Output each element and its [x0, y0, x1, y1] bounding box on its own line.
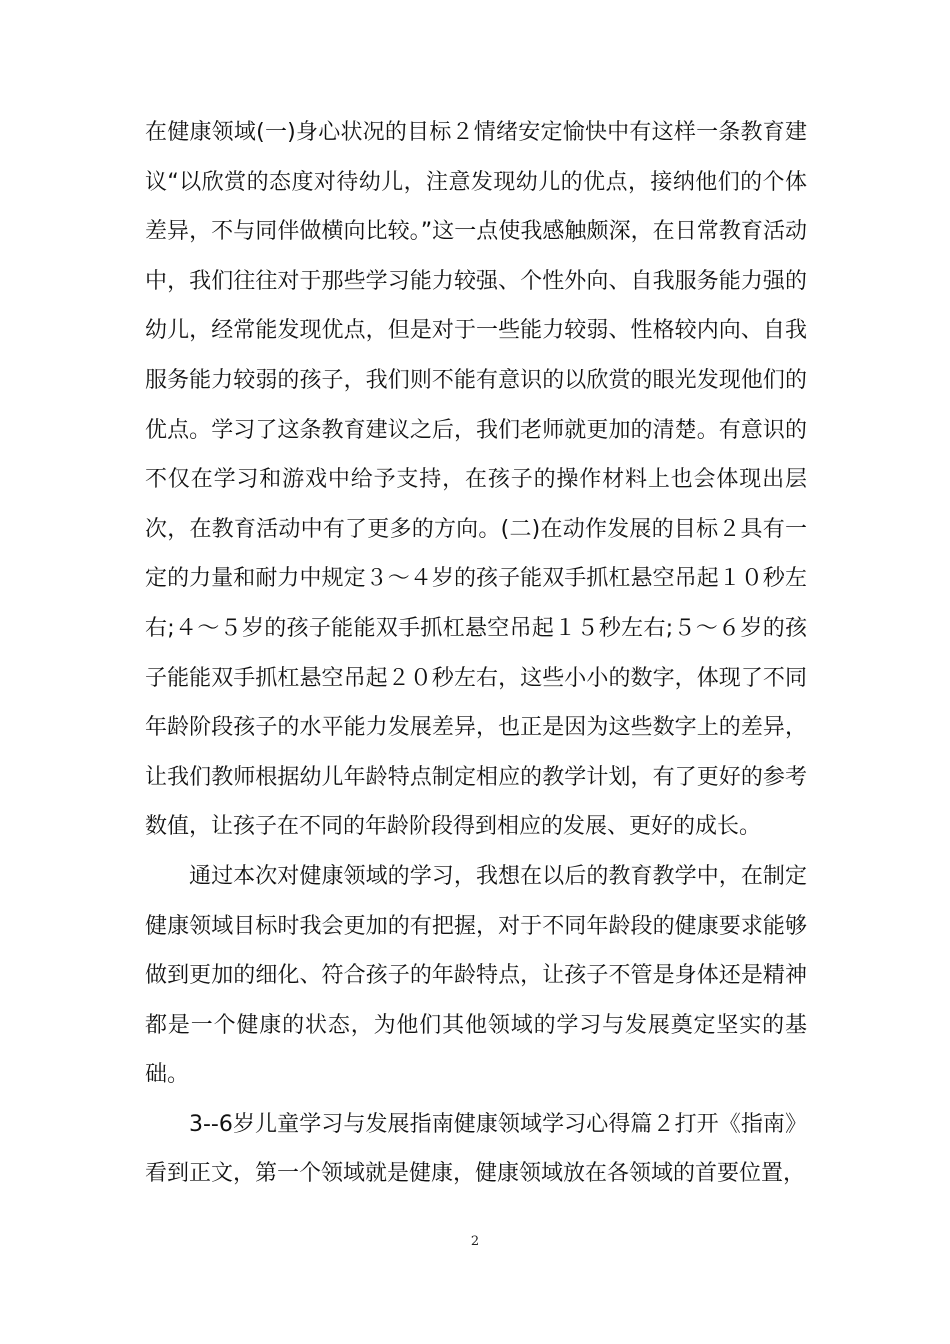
- paragraph-2: 通过本次对健康领域的学习，我想在以后的教育教学中，在制定健康领域目标时我会更加的有把握，对于不同年龄段的健康要求能够做到更加的细化、符合孩子的年龄特点，让孩子不管是身体还是精神都是一个健康的状态，为他们其他领域的学习与发展奠定坚实的基础。: [145, 863, 807, 1088]
- body-text: [145, 108, 807, 1199]
- page-number: 2: [470, 1234, 480, 1249]
- paragraph-3: 3--6岁儿童学习与发展指南健康领域学习心得篇２打开《指南》看到正文，第一个领域就是健康，健康领域放在各领域的首要位置，: [145, 1111, 807, 1187]
- paragraph-1: 在健康领域(一)身心状况的目标２情绪安定愉快中有这样一条教育建议“以欣赏的态度对待幼儿，注意发现幼儿的优点，接纳他们的个体差异，不与同伴做横向比较。”这一点使我感触颇深，在日常教育活动中，我们往往对于那些学习能力较强、个性外向、自我服务能力强的幼儿，经常能发现优点，但是对于一些能力较弱、性格较内向、自我服务能力较弱的孩子，我们则不能有意识的以欣赏的眼光发现他们的优点。学习了这条教育建议之后，我们老师就更加的清楚。有意识的不仅在学习和游戏中给予支持，在孩子的操作材料上也会体现出层次，在教育活动中有了更多的方向。(二)在动作发展的目标２具有一定的力量和耐力中规定３～４岁的孩子能双手抓杠悬空吊起１０秒左右;４～５岁的孩子能能双手抓杠悬空吊起１５秒左右;５～６岁的孩子能能双手抓杠悬空吊起２０秒左右，这些小小的数字，体现了不同年龄阶段孩子的水平能力发展差异，也正是因为这些数字上的差异，让我们教师根据幼儿年龄特点制定相应的教学计划，有了更好的参考数值，让孩子在不同的年龄阶段得到相应的发展、更好的成长。: [145, 120, 807, 840]
